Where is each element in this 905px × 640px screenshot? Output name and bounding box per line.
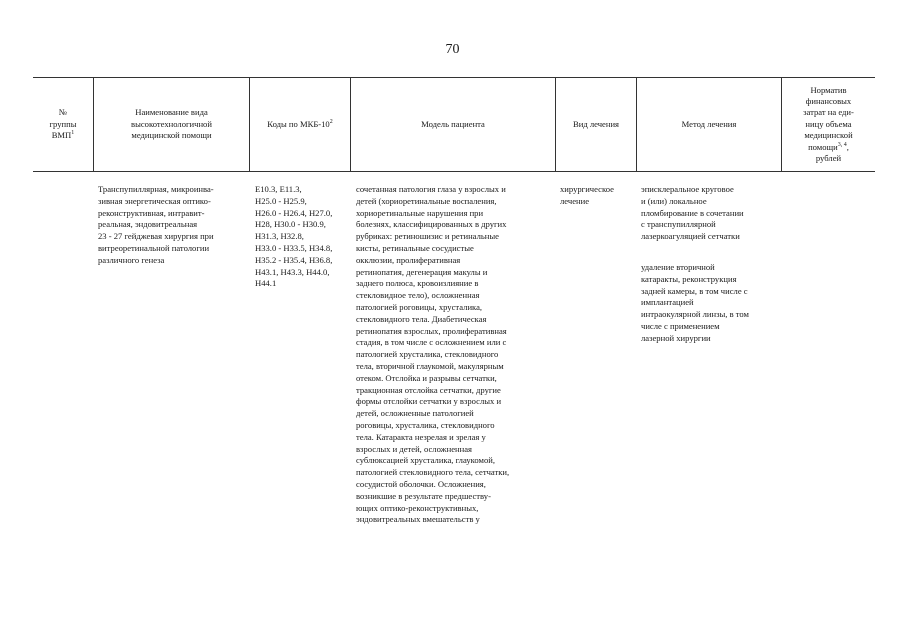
treatment-method-cell-1: эписклеральное круговое и (или) локальное пломбирование в сочетании с транспупиллярной лазеркоагуляцией сетчатки bbox=[641, 184, 744, 242]
treatment-type-cell: хирургическое лечение bbox=[560, 184, 614, 206]
header-patient-model: Модель пациента bbox=[421, 118, 485, 129]
header-cost-standard-unit: , рублей bbox=[815, 141, 849, 164]
patient-model-cell: сочетанная патология глаза у взрослых и детей (хориоретинальные воспаления, хориоретинальные нарушения при болезнях, классифицированных в других рубриках: ретиношизис и ретинальные кисты, ретинальные сосудистые окклюзии, пролиферативная ретинопатия, дегенерация макулы и заднего полюса, кровоизлияние в стекловидное тело), осложненная патологией роговицы, хрусталика, стекловидного тела. Диабетическая ретинопатия взрослых, пролиферативная стадия, в том числе с осложнением или с патологией хрусталика, стекловидного тела, вторичной глаукомой, макулярным отеком. Отслойка и разрывы сетчатки, тракционная отслойка сетчатки, другие формы отслойки сетчатки у взрослых и детей, осложненные патологией роговицы, хрусталика, стекловидного тела. Катаракта незрелая и зрелая у взрослых и детей, осложненная сублюксацией хрусталика, глаукомой, патологией стекловидного тела, сетчатки, сосудистой оболочки. Осложнения, возникшие в результате предшеству- ющих оптико-реконструктивных, эндовитреальных вмешательств у bbox=[356, 184, 510, 525]
treatment-method-cell-2: удаление вторичной катаракты, реконструкция задней камеры, в том числе с имплантацией интраокулярной линзы, в том числе с применением лазерной хирургии bbox=[641, 262, 749, 343]
header-vmp-name: Наименование вида высокотехнологичной медицинской помощи bbox=[131, 107, 212, 141]
header-cost-standard-text: Норматив финансовых затрат на еди- ницу объема медицинской помощи bbox=[803, 84, 854, 152]
footnote-3-4: 3, 4 bbox=[837, 141, 847, 148]
table-header-bottom-rule bbox=[33, 171, 875, 172]
page-number: 70 bbox=[445, 42, 460, 57]
header-divider-3 bbox=[350, 77, 351, 171]
vmp-name-cell: Транспупиллярная, микроинва- зивная энергетическая оптико- реконструктивная, интравит- реальная, эндовитреальная 23 - 27 гейджевая хирургия при витреоретинальной патологии различного генеза bbox=[98, 184, 214, 265]
header-divider-2 bbox=[249, 77, 250, 171]
header-treatment-method: Метод лечения bbox=[681, 118, 737, 129]
header-group-number bbox=[33, 78, 93, 171]
header-icd-codes bbox=[250, 78, 350, 171]
header-cost-standard bbox=[782, 78, 875, 171]
header-divider-5 bbox=[636, 77, 637, 171]
icd-codes-cell: E10.3, E11.3, H25.0 - H25.9, H26.0 - H26.4, H27.0, H28, H30.0 - H30.9, H31.3, H32.8, H33.0 - H33.5, H34.8, H35.2 - H35.4, H36.8, H43.1, H43.3, H44.0, H44.1 bbox=[255, 184, 333, 289]
footnote-1: 1 bbox=[71, 130, 75, 137]
header-icd-codes-text: Коды по МКБ-10 bbox=[267, 118, 330, 129]
header-divider-4 bbox=[555, 77, 556, 171]
header-group-number-text: № группы ВМП bbox=[49, 107, 77, 141]
footnote-2: 2 bbox=[329, 118, 333, 125]
header-divider-1 bbox=[93, 77, 94, 171]
header-divider-6 bbox=[781, 77, 782, 171]
header-treatment-type: Вид лечения bbox=[572, 118, 620, 129]
